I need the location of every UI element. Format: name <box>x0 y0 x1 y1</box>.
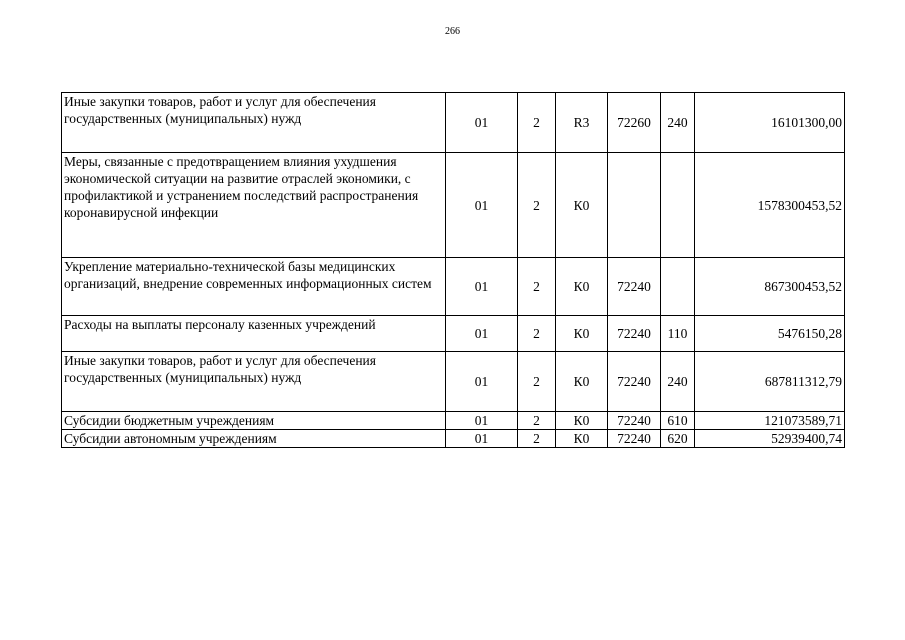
table-row <box>62 430 845 448</box>
activity-code: К0 <box>556 258 608 316</box>
expense-type-code <box>661 258 695 316</box>
expense-name: Расходы на выплаты персоналу казенных учреждений <box>62 316 446 352</box>
subprogram-code: 2 <box>518 93 556 153</box>
activity-code: К0 <box>556 316 608 352</box>
subprogram-code: 2 <box>518 352 556 412</box>
expense-name: Иные закупки товаров, работ и услуг для обеспечения государственных (муниципальных) нужд <box>62 352 446 412</box>
program-code: 01 <box>446 153 518 258</box>
amount: 867300453,52 <box>695 258 845 316</box>
expense-type-code: 620 <box>661 430 695 448</box>
subprogram-code: 2 <box>518 430 556 448</box>
expense-name: Меры, связанные с предотвращением влияния ухудшения экономической ситуации на развитие отраслей экономики, с профилактикой и устранением последствий распространения коронавирусной инфекции <box>62 153 446 258</box>
table-row <box>62 412 845 430</box>
direction-code <box>608 153 661 258</box>
table-row <box>62 258 845 316</box>
direction-code: 72240 <box>608 316 661 352</box>
expense-type-code: 610 <box>661 412 695 430</box>
program-code: 01 <box>446 430 518 448</box>
page-number: 266 <box>445 26 460 37</box>
budget-table <box>61 92 845 448</box>
direction-code: 72240 <box>608 258 661 316</box>
expense-name: Иные закупки товаров, работ и услуг для обеспечения государственных (муниципальных) нужд <box>62 93 446 153</box>
direction-code: 72240 <box>608 430 661 448</box>
subprogram-code: 2 <box>518 412 556 430</box>
program-code: 01 <box>446 352 518 412</box>
amount: 687811312,79 <box>695 352 845 412</box>
expense-type-code: 240 <box>661 352 695 412</box>
program-code: 01 <box>446 316 518 352</box>
table-row <box>62 153 845 258</box>
program-code: 01 <box>446 93 518 153</box>
expense-type-code <box>661 153 695 258</box>
table-row <box>62 316 845 352</box>
table-row <box>62 352 845 412</box>
expense-name: Субсидии автономным учреждениям <box>62 430 446 448</box>
activity-code: К0 <box>556 153 608 258</box>
activity-code: R3 <box>556 93 608 153</box>
program-code: 01 <box>446 412 518 430</box>
amount: 16101300,00 <box>695 93 845 153</box>
expense-name: Субсидии бюджетным учреждениям <box>62 412 446 430</box>
subprogram-code: 2 <box>518 153 556 258</box>
expense-type-code: 110 <box>661 316 695 352</box>
expense-name: Укрепление материально-технической базы медицинских организаций, внедрение современных информационных систем <box>62 258 446 316</box>
direction-code: 72240 <box>608 352 661 412</box>
activity-code: К0 <box>556 352 608 412</box>
program-code: 01 <box>446 258 518 316</box>
direction-code: 72240 <box>608 412 661 430</box>
activity-code: К0 <box>556 430 608 448</box>
amount: 121073589,71 <box>695 412 845 430</box>
subprogram-code: 2 <box>518 316 556 352</box>
amount: 5476150,28 <box>695 316 845 352</box>
subprogram-code: 2 <box>518 258 556 316</box>
table-row <box>62 93 845 153</box>
amount: 52939400,74 <box>695 430 845 448</box>
direction-code: 72260 <box>608 93 661 153</box>
activity-code: К0 <box>556 412 608 430</box>
amount: 1578300453,52 <box>695 153 845 258</box>
expense-type-code: 240 <box>661 93 695 153</box>
